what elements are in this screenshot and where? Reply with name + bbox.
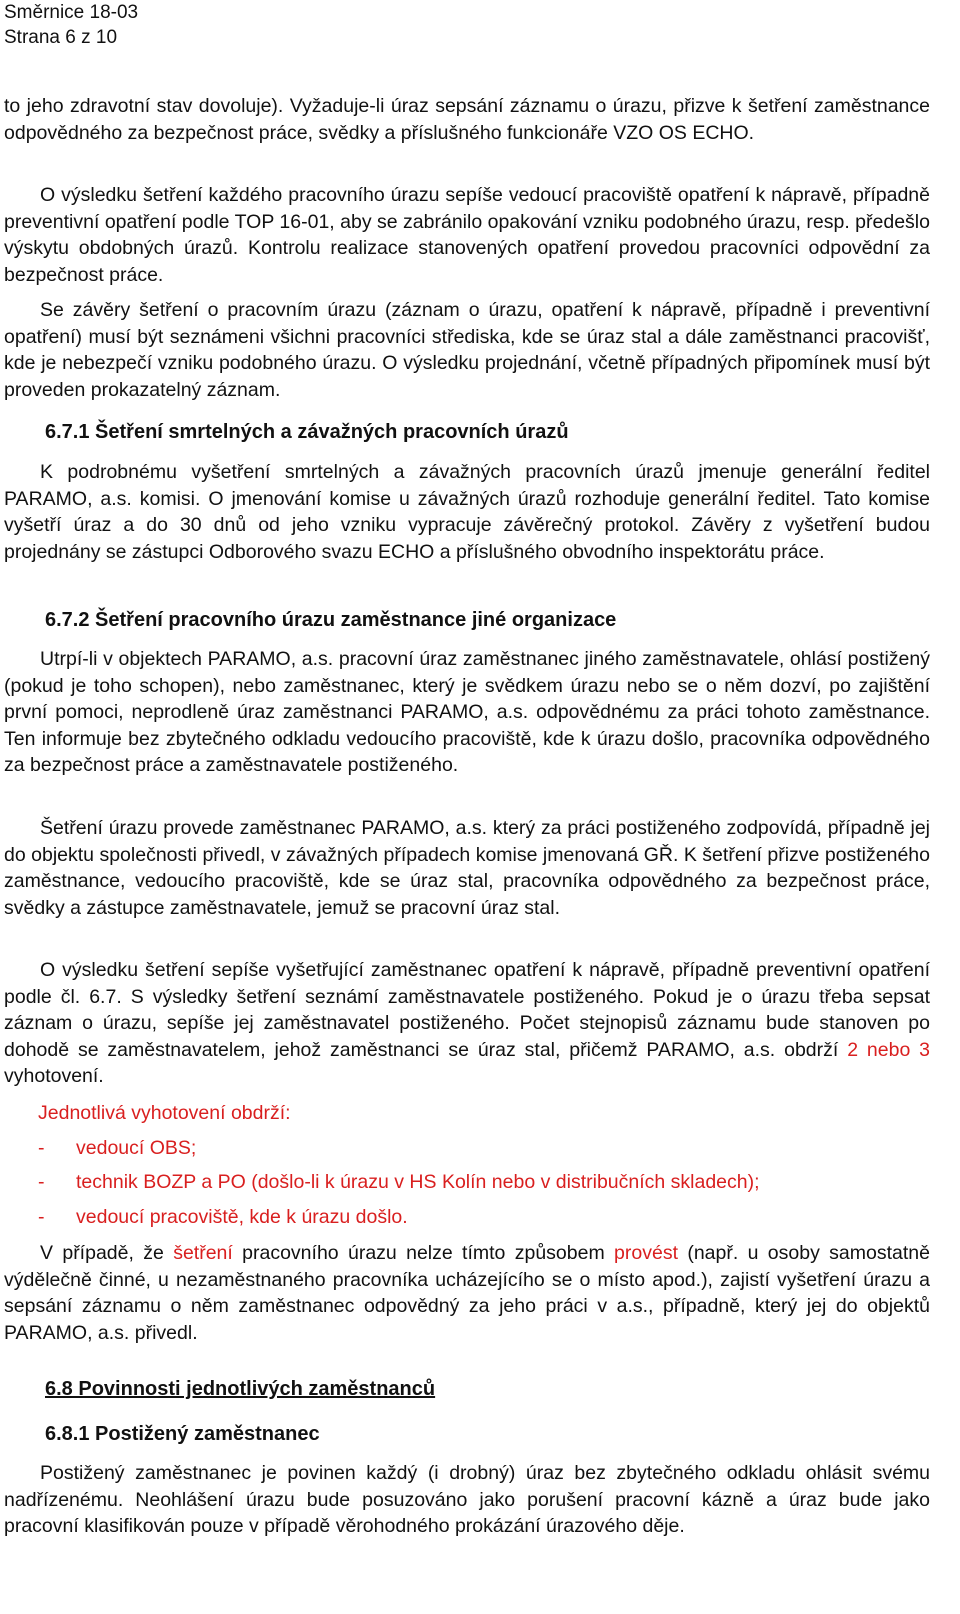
exception-text-c: (např. u osoby samostatně výdělečně činné, u nezaměstnaného pracovníka ucházejícího se o místo apod.), zajistí vyšetření úrazu a sepsání záznamu o něm zaměstnanec odpovědný za jeho práci v a.s., případně, který jej do objektů PARAMO, a.s. přivedl. — [4, 1242, 930, 1344]
exception-highlight-2: provést — [614, 1242, 678, 1264]
list-item — [38, 1204, 408, 1230]
heading-6-8: 6.8 Povinnosti jednotlivých zaměstnanců — [45, 1378, 436, 1400]
outcome-text: O výsledku šetření sepíše vyšetřující zaměstnanec opatření k nápravě, případně preventivní opatření podle čl. 6.7. S výsledky šetření seznámí zaměstnavatele postiženého. Pokud je o úrazu třeba sepsat záznam o úrazu, sepíše jej zaměstnavatel postiženého. Počet stejnopisů záznamu bude stanoven po dohodě se zaměstnavatelem, jehož zaměstnanci se úraz stal, přičemž PARAMO, a.s. obdrží — [4, 959, 930, 1061]
exception-text-b: pracovního úrazu nelze tímto způsobem — [242, 1242, 605, 1264]
paragraph-exception — [4, 1240, 930, 1346]
paragraph-injured-employee: Postižený zaměstnanec je povinen každý (i drobný) úraz bez zbytečného odkladu ohlásit svému nadřízenému. Neohlášení úrazu bude posuzováno jako porušení pracovní kázně a úraz bude jako pracovní klasifikován pouze v případě věrohodného prokázání úrazového děje. — [4, 1462, 930, 1537]
paragraph-intro: to jeho zdravotní stav dovoluje). Vyžaduje-li úraz sepsání záznamu o úrazu, přizve k šetření zaměstnance odpovědného za bezpečnost práce, svědky a příslušného funkcionáře VZO OS ECHO. — [4, 95, 930, 144]
list-item — [38, 1135, 196, 1161]
paragraph-other-org: Utrpí-li v objektech PARAMO, a.s. pracovní úraz zaměstnanec jiného zaměstnavatele, ohlásí postižený (pokud je toho schopen), nebo zaměstnanec, který je svědkem úrazu nebo se o něm dozví, po zajištění první pomoci, neprodleně úraz zaměstnanci PARAMO, a.s. odpovědnému za práci tohoto zaměstnance. Ten informuje bez zbytečného odkladu vedoucího pracoviště, kde k úrazu došlo, pracovníka odpovědného za bezpečnost práce a zaměstnavatele postiženého. — [4, 648, 930, 776]
paragraph-outcome — [4, 957, 930, 1090]
list-title: Jednotlivá vyhotovení obdrží: — [38, 1102, 291, 1124]
paragraph-result: O výsledku šetření každého pracovního úrazu sepíše vedoucí pracoviště opatření k nápravě, případně preventivní opatření podle TOP 16-01, aby se zabránilo opakování vzniku podobného úrazu, resp. předešlo výskytu obdobných úrazů. Kontrolu realizace stanovených opatření provedou pracovníci odpovědní za bezpečnost práce. — [4, 184, 930, 286]
list-dash: - — [38, 1171, 45, 1193]
document-id: Směrnice 18-03 — [4, 2, 139, 23]
copies-count: 2 nebo 3 — [847, 1038, 931, 1061]
exception-highlight-1: šetření — [173, 1242, 233, 1264]
exception-text-a: V případě, že — [40, 1242, 164, 1264]
paragraph-conclusions: Se závěry šetření o pracovním úrazu (záznam o úrazu, opatření k nápravě, případně i preventivní opatření) musí být seznámeni všichni pracovníci střediska, kde se úraz stal a dále zaměstnanci pracovišť, kde je nebezpečí vzniku podobného úrazu. O výsledku projednání, včetně případných připomínek musí být proveden prokazatelný záznam. — [4, 299, 930, 401]
list-item-text: vedoucí OBS; — [76, 1137, 197, 1159]
heading-6-7-1: 6.7.1 Šetření smrtelných a závažných pracovních úrazů — [45, 421, 569, 443]
heading-6-8-1: 6.8.1 Postižený zaměstnanec — [45, 1423, 320, 1445]
heading-6-7-2: 6.7.2 Šetření pracovního úrazu zaměstnance jiné organizace — [45, 609, 617, 631]
outcome-text-end: vyhotovení. — [4, 1065, 104, 1087]
paragraph-fatal-injuries: K podrobnému vyšetření smrtelných a závažných pracovních úrazů jmenuje generální ředitel PARAMO, a.s. komisi. O jmenování komise u závažných úrazů rozhoduje generální ředitel. Tato komise vyšetří úraz a do 30 dnů od jeho vzniku vypracuje závěrečný protokol. Závěry z vyšetření budou projednány se zástupci Odborového svazu ECHO a příslušného obvodního inspektorátu práce. — [4, 461, 930, 563]
list-item-text: vedoucí pracoviště, kde k úrazu došlo. — [76, 1206, 408, 1228]
paragraph-investigation: Šetření úrazu provede zaměstnanec PARAMO, a.s. který za práci postiženého zodpovídá, případně jej do objektu společnosti přivedl, v závažných případech komise jmenovaná GŘ. K šetření přizve postiženého zaměstnance, vedoucího pracoviště, kde se úraz stal, pracovníka odpovědného za bezpečnost práce, svědky a zástupce zaměstnavatele, jemuž se pracovní úraz stal. — [4, 817, 930, 919]
list-dash: - — [38, 1206, 45, 1228]
list-item-text: technik BOZP a PO (došlo-li k úrazu v HS Kolín nebo v distribučních skladech); — [76, 1171, 760, 1193]
list-dash: - — [38, 1137, 45, 1159]
list-item — [38, 1169, 760, 1195]
document-header — [4, 0, 138, 50]
page-number: Strana 6 z 10 — [4, 27, 118, 48]
